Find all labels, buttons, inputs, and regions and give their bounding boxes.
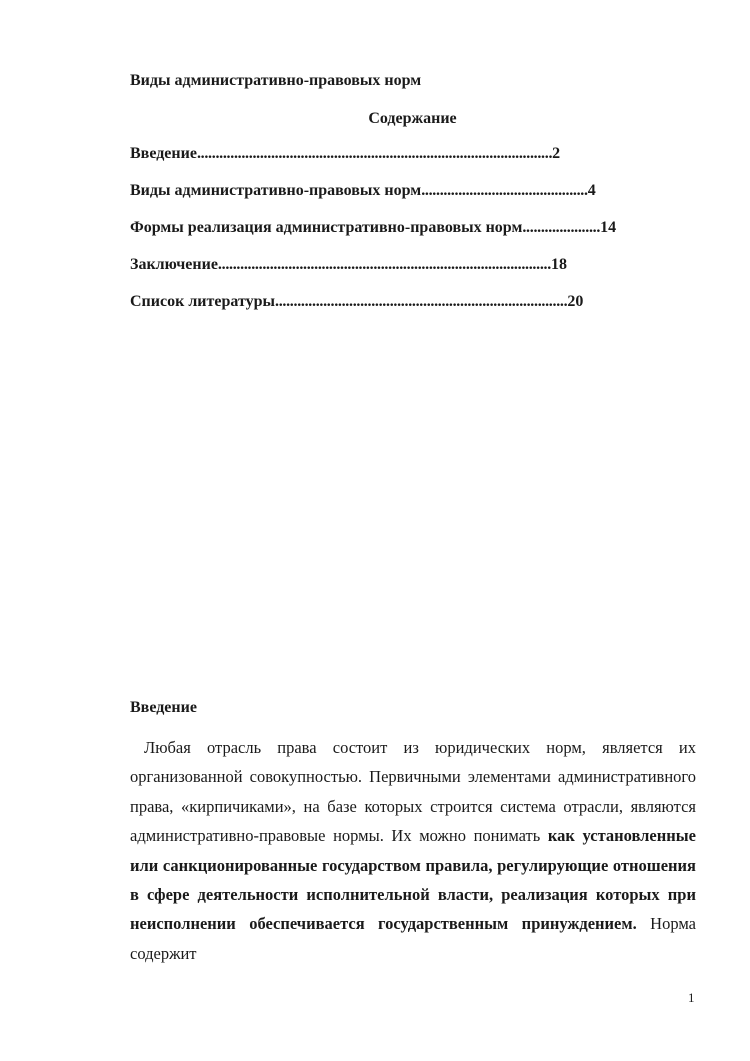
paragraph-text-tail: Норма содержит [130,914,696,963]
toc-entry-label: Введение [130,145,197,162]
toc-entry-page: 2 [552,145,561,162]
toc-entry [130,291,690,313]
table-of-contents [130,143,690,328]
toc-entry-page: 14 [600,219,617,236]
toc-entry-label: Заключение [130,256,218,273]
toc-entry-page: 20 [567,293,584,310]
toc-entry [130,143,690,165]
page-number: 1 [688,990,695,1005]
toc-entry-leader: ..................... [522,219,601,236]
toc-entry [130,217,690,239]
toc-entry-leader: ............................................................................... [275,293,568,310]
toc-entry-label: Список литературы [130,293,275,310]
body-paragraph [130,733,696,968]
toc-entry-label: Виды административно-правовых норм [130,182,422,199]
document-title: Виды административно-правовых норм [130,72,422,89]
toc-heading: Содержание [368,110,457,127]
paragraph-text: Любая отрасль права состоит из юридических норм, является их организованной совокупностью. Первичными элементами административного права, «кирпичиками», на базе которых строится система отрасли, являются административно-правовые нормы. Их можно понимать [130,738,696,846]
toc-entry [130,254,690,276]
toc-entry-page: 18 [550,256,567,273]
toc-entry [130,180,690,202]
toc-entry-label: Формы реализация административно-правовых норм [130,219,523,236]
toc-entry-leader: ............................................. [421,182,588,199]
toc-entry-leader: .......................................................................................... [217,256,551,273]
paragraph-bold-text: как установленные или санкционированные государством правила, регулирующие отношения в сфере деятельности исполнительной власти, реализация которых при неисполнении обеспечивается государственным принуждением. [130,826,696,934]
toc-entry-leader: ................................................................................................ [196,145,553,162]
toc-entry-page: 4 [587,182,596,199]
section-title: Введение [130,699,197,716]
